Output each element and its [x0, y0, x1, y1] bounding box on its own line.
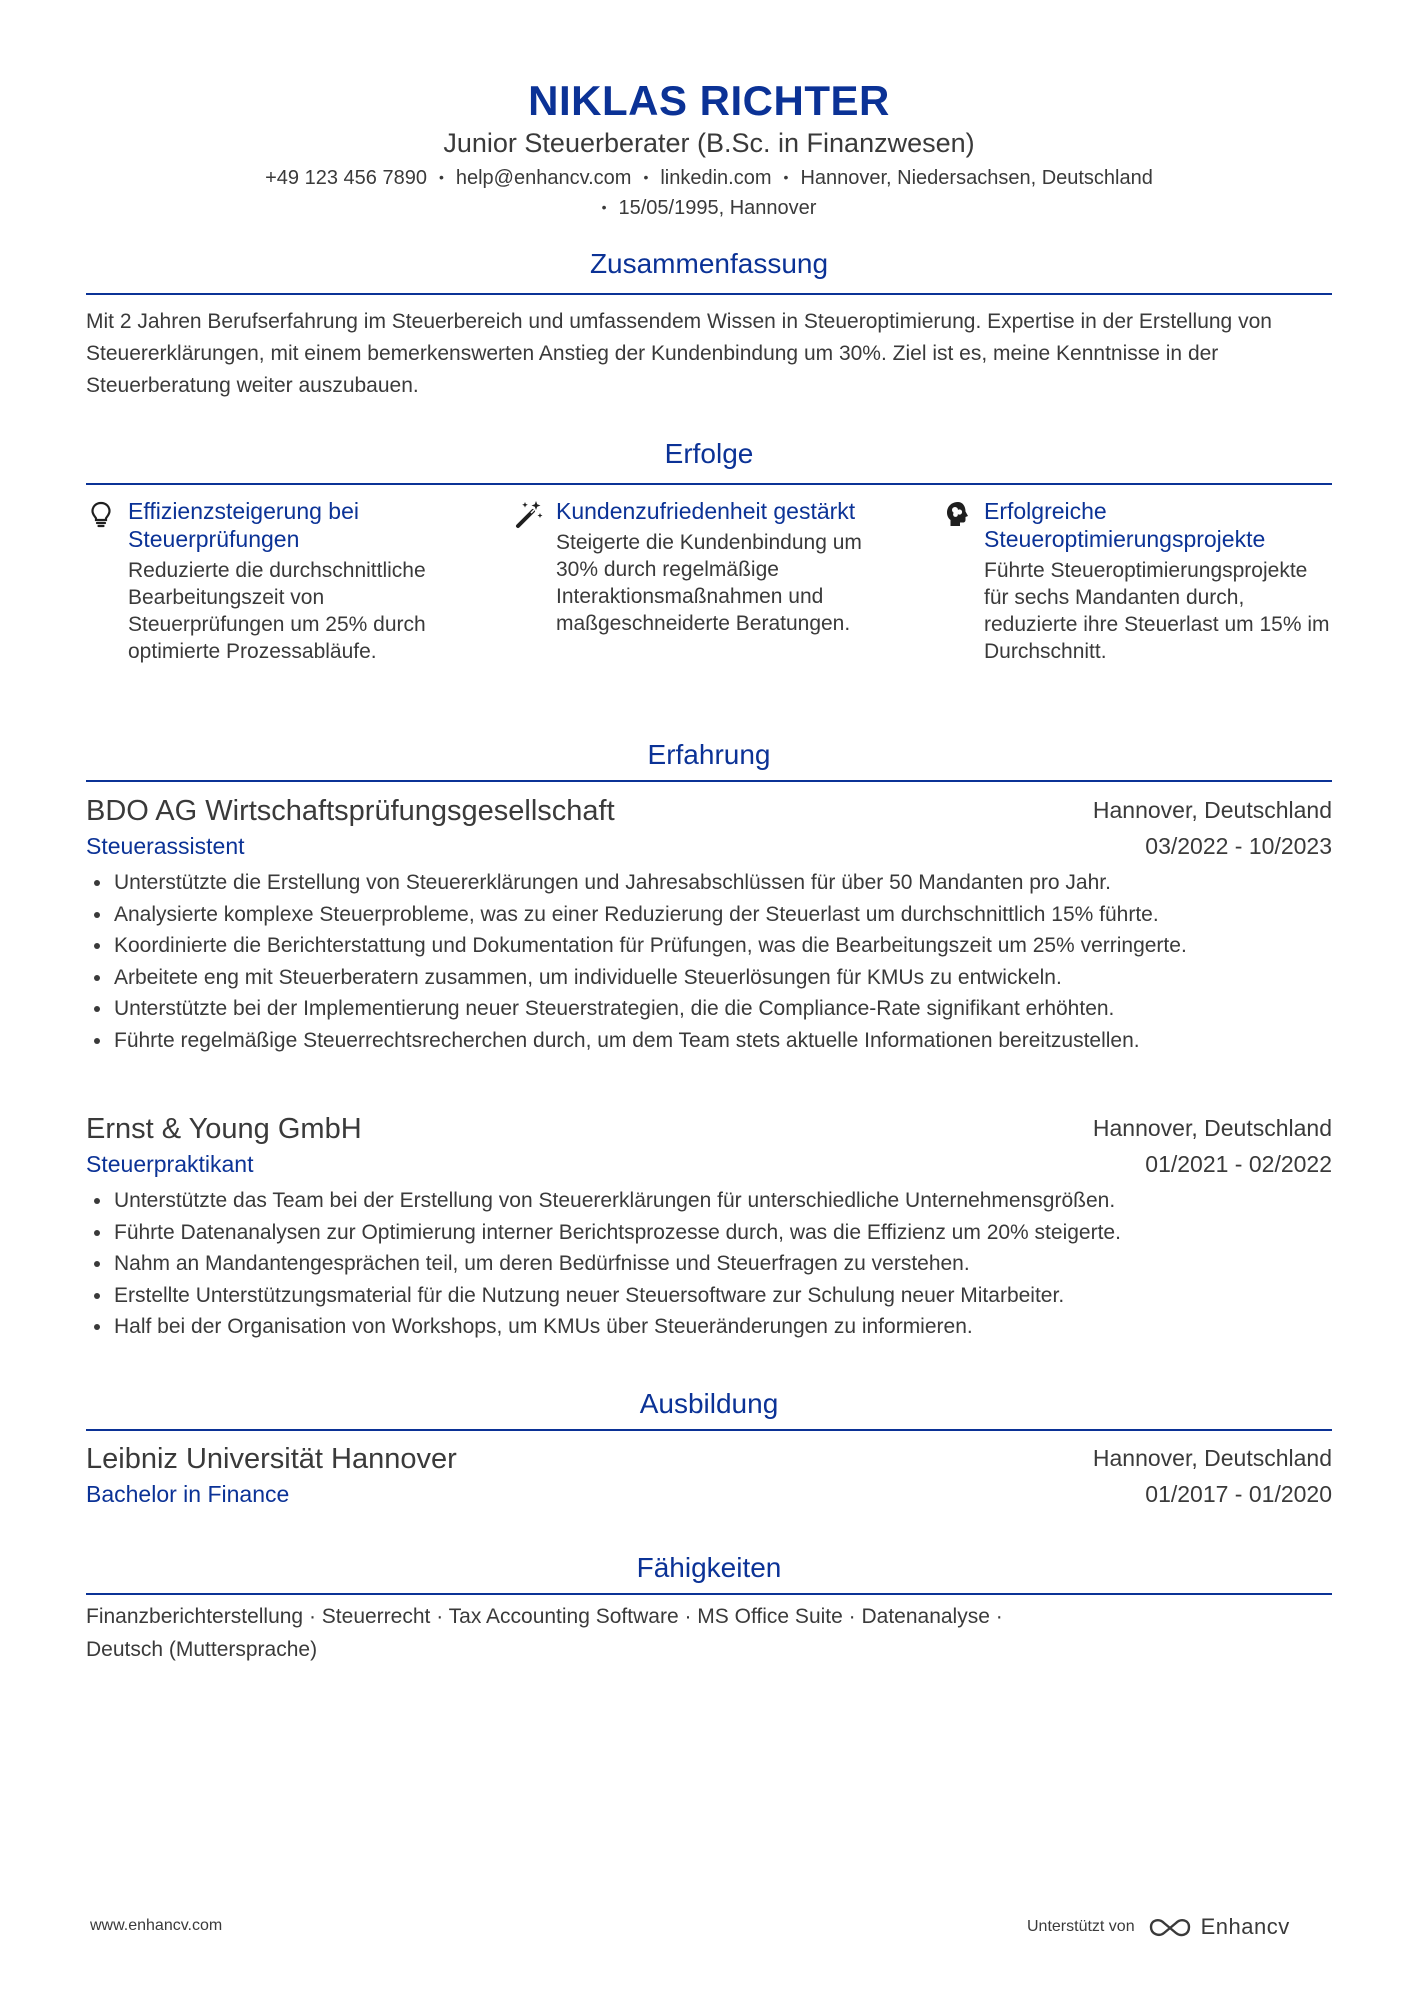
section-title-experience: Erfahrung — [647, 739, 771, 770]
achievement-heading: Kundenzufriedenheit gestärkt — [556, 498, 856, 524]
skill-item: Steuerrecht — [321, 1605, 431, 1628]
head-brain-icon — [942, 499, 972, 529]
section-divider — [86, 293, 1332, 295]
skill-item: MS Office Suite — [697, 1605, 843, 1628]
list-item: Erstellte Unterstützungsmaterial für die Nutzung neuer Steuersoftware zur Schulung neuer Mitarbeiter. — [114, 1280, 1332, 1312]
list-item: Nahm an Mandantengesprächen teil, um deren Bedürfnisse und Steuerfragen zu verstehen. — [114, 1248, 1332, 1280]
achievement-heading: Erfolgreiche Steueroptimierungsprojekte — [984, 498, 1266, 552]
list-item: Half bei der Organisation von Workshops, um KMUs über Steueränderungen zu informieren. — [114, 1311, 1332, 1343]
achievement-body: Steigerte die Kundenbindung um 30% durch regelmäßige Interaktionsmaßnahmen und maßgeschneiderte Beratungen. — [556, 531, 862, 635]
list-item: Führte Datenanalysen zur Optimierung interner Berichtsprozesse durch, was die Effizienz um 20% steigerte. — [114, 1217, 1332, 1249]
list-item: Führte regelmäßige Steuerrechtsrecherchen durch, um dem Team stets aktuelle Informationen bereitzustellen. — [114, 1025, 1332, 1057]
skill-item: Tax Accounting Software — [448, 1605, 679, 1628]
list-item: Unterstützte bei der Implementierung neuer Steuerstrategien, die die Compliance-Rate signifikant erhöhten. — [114, 993, 1332, 1025]
achievement-item — [514, 497, 904, 637]
section-title-summary: Zusammenfassung — [589, 248, 829, 279]
company-name: BDO AG Wirtschaftsprüfungsgesellschaft — [86, 795, 615, 827]
degree: Bachelor in Finance — [86, 1481, 290, 1507]
location: Hannover, Niedersachsen, Deutschland — [800, 167, 1153, 189]
candidate-title: Junior Steuerberater (B.Sc. in Finanzwesen) — [443, 128, 975, 158]
achievement-item — [86, 497, 476, 665]
footer-branding — [1027, 1907, 1290, 1947]
section-title-skills: Fähigkeiten — [636, 1552, 782, 1583]
contact-line: +49 123 456 7890 • help@enhancv.com • linkedin.com • Hannover, Niedersachsen, Deutschland — [265, 167, 1153, 189]
section-divider — [86, 1429, 1332, 1431]
candidate-name: NIKLAS RICHTER — [528, 77, 890, 124]
job-location: Hannover, Deutschland — [1092, 1115, 1332, 1141]
achievement-item — [942, 497, 1332, 665]
brand-name: Enhancv — [1200, 1914, 1290, 1939]
powered-by-label: Unterstützt von — [1027, 1918, 1135, 1935]
skill-item: Deutsch (Muttersprache) — [86, 1638, 318, 1661]
job-role: Steuerassistent — [86, 833, 245, 859]
list-item: Unterstützte die Erstellung von Steuererklärungen und Jahresabschlüssen für über 50 Mandanten pro Jahr. — [114, 867, 1332, 899]
list-item: Koordinierte die Berichterstattung und Dokumentation für Prüfungen, was die Bearbeitungszeit um 25% verringerte. — [114, 930, 1332, 962]
achievement-body: Reduzierte die durchschnittliche Bearbeitungszeit von Steuerprüfungen um 25% durch optimierte Prozessabläufe. — [128, 559, 426, 663]
list-item: Arbeitete eng mit Steuerberatern zusammen, um individuelle Steuerlösungen für KMUs zu entwickeln. — [114, 962, 1332, 994]
job-bullets — [86, 1185, 1332, 1343]
achievement-heading: Effizienzsteigerung bei Steuerprüfungen — [128, 498, 359, 552]
enhancv-logo-icon — [1147, 1914, 1193, 1940]
job-location: Hannover, Deutschland — [1092, 797, 1332, 823]
section-title-achievements: Erfolge — [664, 438, 754, 469]
section-divider — [86, 483, 1332, 485]
job-dates: 03/2022 - 10/2023 — [1145, 833, 1332, 859]
section-divider — [86, 1593, 1332, 1595]
job-dates: 01/2021 - 02/2022 — [1145, 1151, 1332, 1177]
footer-website-link[interactable]: www.enhancv.com — [90, 1917, 223, 1934]
lightbulb-icon — [86, 499, 116, 529]
email-link[interactable]: help@enhancv.com — [455, 167, 632, 189]
company-name: Ernst & Young GmbH — [86, 1113, 362, 1145]
skill-item: Finanzberichterstellung — [86, 1605, 304, 1628]
skills-list: Finanzberichterstellung · Steuerrecht · Tax Accounting Software · MS Office Suite · Datenanalyse · Deutsch (Muttersprache) — [86, 1605, 1003, 1661]
education-dates: 01/2017 - 01/2020 — [1145, 1481, 1332, 1507]
list-item: Unterstützte das Team bei der Erstellung von Steuererklärungen für unterschiedliche Unternehmensgrößen. — [114, 1185, 1332, 1217]
linkedin-link[interactable]: linkedin.com — [660, 167, 772, 189]
summary-text: Mit 2 Jahren Berufserfahrung im Steuerbereich und umfassendem Wissen in Steueroptimierung. Expertise in der Erstellung von Steuererklärungen, mit einem bemerkenswerten Anstieg der Kundenbindung um 30%. Ziel ist es, meine Kenntnisse in der Steuerberatung weiter auszubauen. — [86, 310, 1272, 397]
phone: +49 123 456 7890 — [265, 167, 427, 189]
section-divider — [86, 780, 1332, 782]
school-name: Leibniz Universität Hannover — [86, 1443, 457, 1475]
achievement-body: Führte Steueroptimierungsprojekte für sechs Mandanten durch, reduzierte ihre Steuerlast um 15% im Durchschnitt. — [984, 559, 1330, 663]
list-item: Analysierte komplexe Steuerprobleme, was zu einer Reduzierung der Steuerlast um durchschnittlich 15% führte. — [114, 899, 1332, 931]
school-location: Hannover, Deutschland — [1092, 1445, 1332, 1471]
skill-item: Datenanalyse — [861, 1605, 990, 1628]
job-role: Steuerpraktikant — [86, 1151, 254, 1177]
magic-wand-icon — [514, 499, 544, 529]
contact-line-2: • 15/05/1995, Hannover — [601, 197, 817, 219]
section-title-education: Ausbildung — [639, 1388, 779, 1419]
job-bullets — [86, 867, 1332, 1056]
birth-info: 15/05/1995, Hannover — [618, 197, 817, 219]
